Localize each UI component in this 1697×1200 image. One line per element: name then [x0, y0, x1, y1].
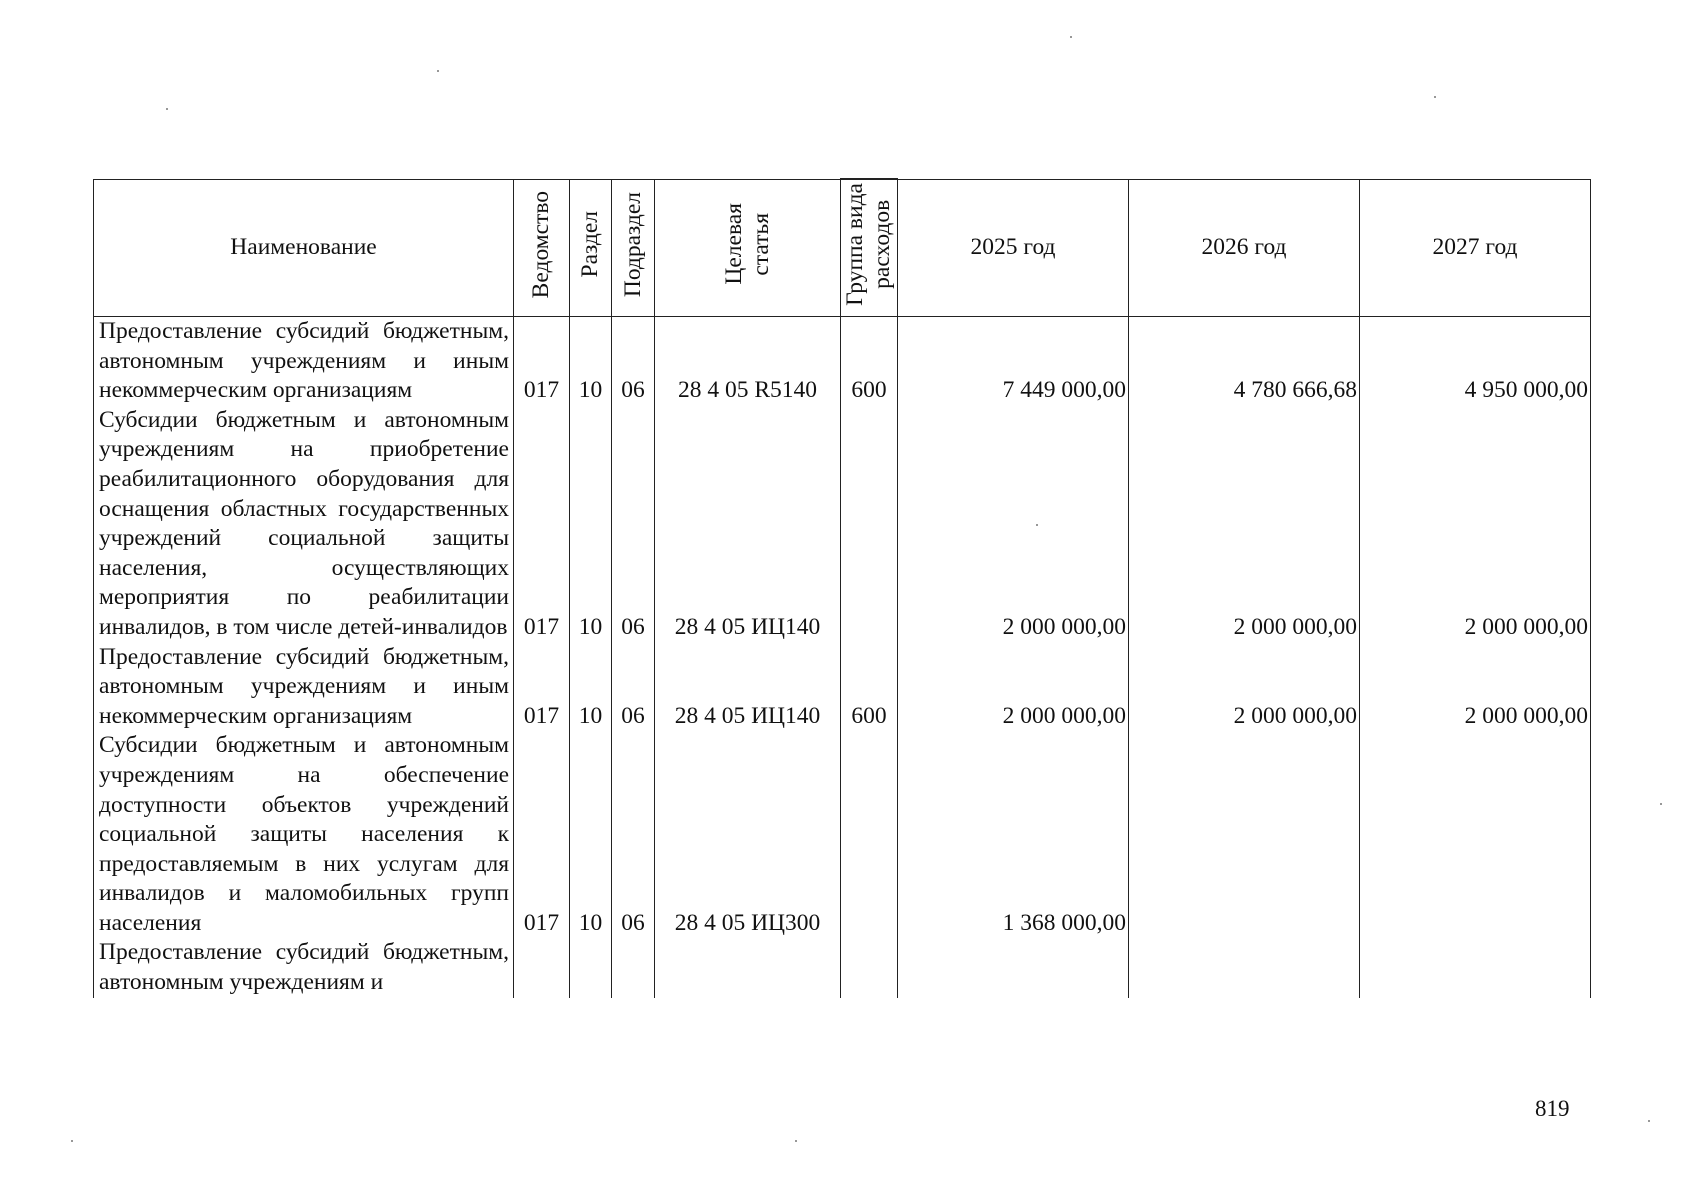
table-row-partial	[94, 938, 1591, 997]
scan-speck	[795, 1140, 797, 1142]
page-number: 819	[1535, 1096, 1570, 1121]
row-celevaya-statya: 28 4 05 ИЦ140	[655, 406, 841, 643]
row-gruppa: 600	[841, 317, 898, 406]
row-gruppa	[841, 731, 898, 938]
header-celevaya-statya-label: Целевая статья	[720, 203, 774, 286]
header-name: Наименование	[94, 179, 514, 317]
row-2027: 2 000 000,00	[1360, 643, 1591, 732]
row-name: Предоставление субсидий бюджетным, автономным учреждениям и	[94, 938, 514, 997]
row-gruppa	[841, 406, 898, 643]
row-2025: 7 449 000,00	[898, 317, 1129, 406]
row-razdel: 10	[570, 643, 612, 732]
scan-speck	[1660, 803, 1662, 805]
row-2025	[898, 938, 1129, 997]
row-2026	[1129, 731, 1360, 938]
scan-speck	[1036, 524, 1038, 526]
row-celevaya-statya	[655, 938, 841, 997]
row-2026: 4 780 666,68	[1129, 317, 1360, 406]
header-podrazdel	[612, 179, 655, 317]
row-2027: 4 950 000,00	[1360, 317, 1591, 406]
row-2027: 2 000 000,00	[1360, 406, 1591, 643]
row-gruppa	[841, 938, 898, 997]
row-podrazdel: 06	[612, 406, 655, 643]
table-row	[94, 643, 1591, 732]
scan-speck	[1434, 96, 1436, 98]
header-vedomstvo	[514, 179, 570, 317]
header-gruppa-label: Группа вида расходов	[842, 183, 895, 306]
row-vedomstvo: 017	[514, 643, 570, 732]
row-name: Субсидии бюджетным и автономным учреждениям на обеспечение доступности объектов учреждений социальной защиты населения к предоставляемым в них услугам для инвалидов и маломобильных групп населения	[94, 731, 514, 938]
row-razdel: 10	[570, 406, 612, 643]
row-vedomstvo: 017	[514, 317, 570, 406]
row-razdel: 10	[570, 317, 612, 406]
row-podrazdel: 06	[612, 731, 655, 938]
scan-speck	[71, 1140, 73, 1142]
row-2027	[1360, 938, 1591, 997]
row-2026: 2 000 000,00	[1129, 643, 1360, 732]
header-celevaya-statya	[655, 179, 841, 317]
header-razdel	[570, 179, 612, 317]
budget-table	[93, 178, 1591, 998]
row-vedomstvo: 017	[514, 406, 570, 643]
row-2026: 2 000 000,00	[1129, 406, 1360, 643]
table-header-row	[94, 179, 1591, 317]
header-2027: 2027 год	[1360, 179, 1591, 317]
row-podrazdel: 06	[612, 317, 655, 406]
header-2026: 2026 год	[1129, 179, 1360, 317]
row-name: Субсидии бюджетным и автономным учреждениям на приобретение реабилитационного оборудования для оснащения областных государственных учреждений социальной защиты населения, осуществляющих мероприятия по реабилитации инвалидов, в том числе детей-инвалидов	[94, 406, 514, 643]
header-podrazdel-label: Подраздел	[619, 191, 646, 297]
row-2027	[1360, 731, 1591, 938]
row-2026	[1129, 938, 1360, 997]
table-row	[94, 317, 1591, 406]
table-row	[94, 406, 1591, 643]
row-name: Предоставление субсидий бюджетным, автономным учреждениям и иным некоммерческим организациям	[94, 317, 514, 406]
row-vedomstvo	[514, 938, 570, 997]
row-2025: 2 000 000,00	[898, 406, 1129, 643]
scan-speck	[1070, 36, 1072, 38]
row-celevaya-statya: 28 4 05 R5140	[655, 317, 841, 406]
row-podrazdel	[612, 938, 655, 997]
header-2025: 2025 год	[898, 179, 1129, 317]
scan-speck	[1648, 1120, 1650, 1122]
row-2025: 1 368 000,00	[898, 731, 1129, 938]
row-podrazdel: 06	[612, 643, 655, 732]
row-vedomstvo: 017	[514, 731, 570, 938]
row-celevaya-statya: 28 4 05 ИЦ140	[655, 643, 841, 732]
table-row	[94, 731, 1591, 938]
scan-speck	[166, 108, 168, 110]
row-razdel	[570, 938, 612, 997]
header-razdel-label: Раздел	[577, 211, 603, 278]
row-razdel: 10	[570, 731, 612, 938]
scan-speck	[437, 70, 439, 72]
row-celevaya-statya: 28 4 05 ИЦ300	[655, 731, 841, 938]
row-name: Предоставление субсидий бюджетным, автономным учреждениям и иным некоммерческим организациям	[94, 643, 514, 732]
header-gruppa-vida-rashodov	[841, 179, 898, 317]
row-2025: 2 000 000,00	[898, 643, 1129, 732]
header-vedomstvo-label: Ведомство	[528, 190, 554, 298]
row-gruppa: 600	[841, 643, 898, 732]
